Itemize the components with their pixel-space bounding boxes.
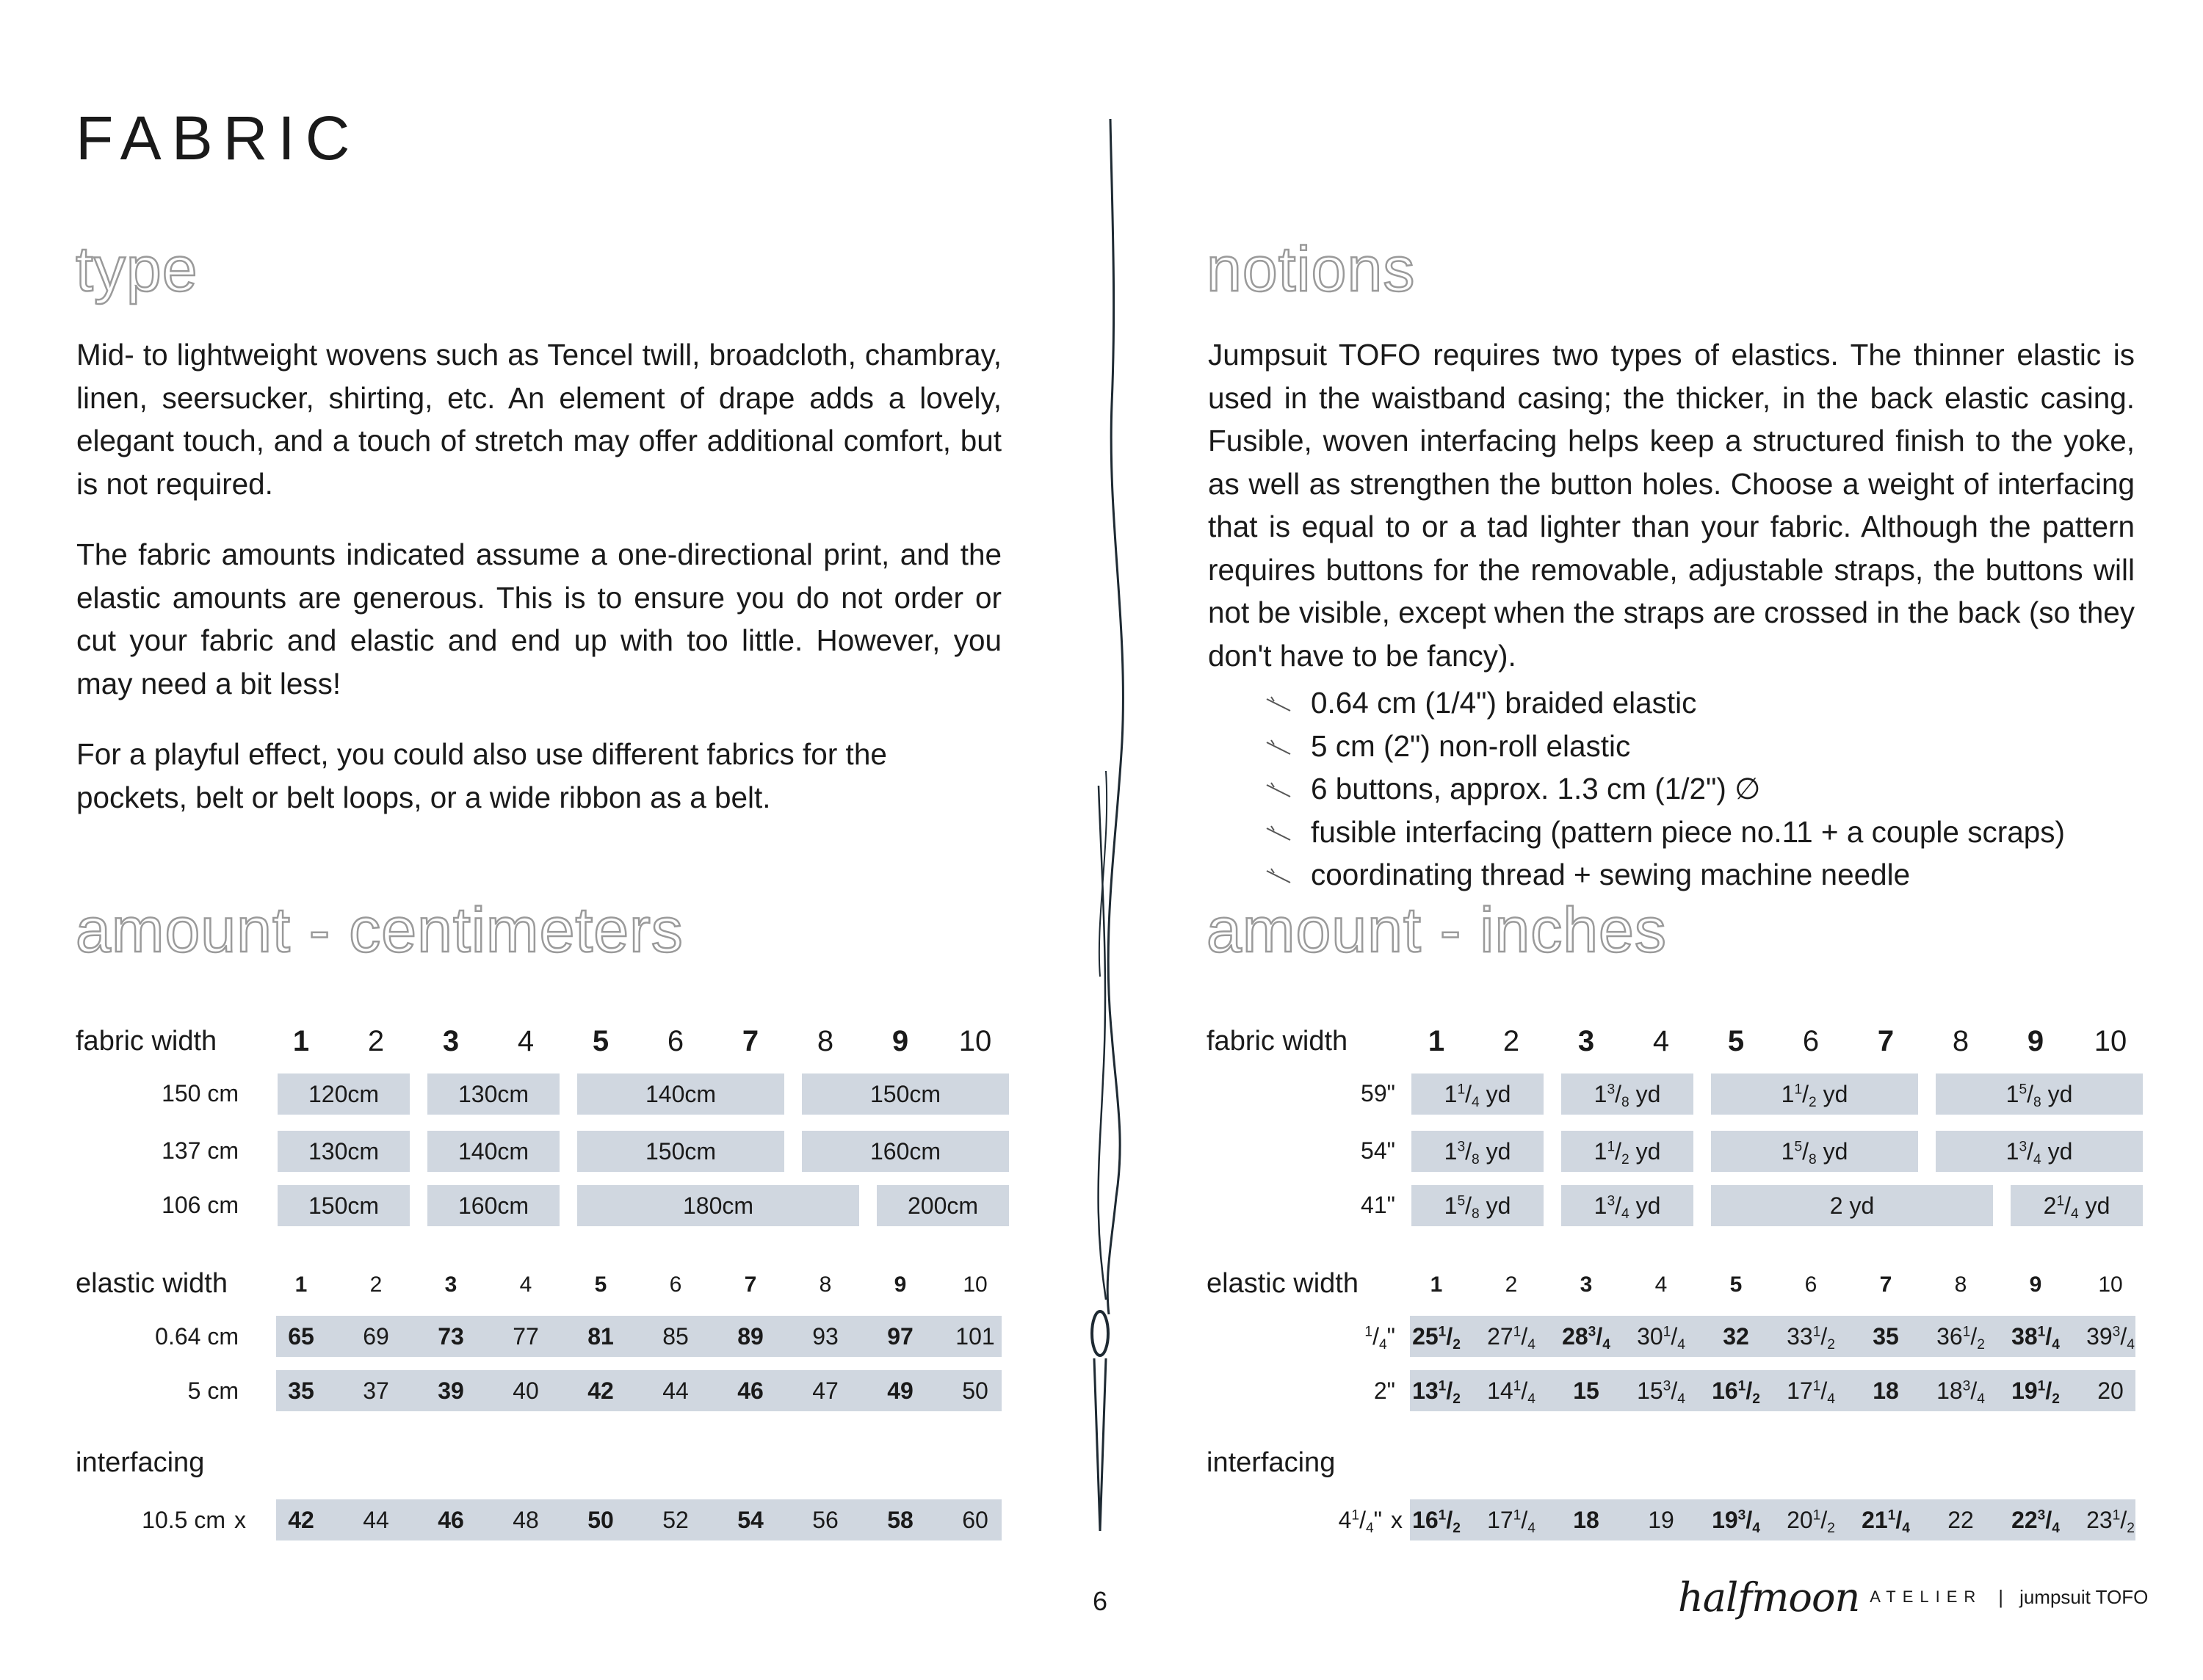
- size-header: 3: [1577, 1025, 1595, 1057]
- inch-amount-table: [1131, 0, 2203, 1615]
- footer-product: jumpsuit TOFO: [2019, 1585, 2149, 1608]
- elastic-row-label: 0.64 cm: [155, 1323, 239, 1350]
- fabric-amount-value: 150cm: [308, 1192, 380, 1219]
- interfacing-amount-value: 42: [288, 1507, 314, 1533]
- elastic-amount-value: $17^1/_4$: [1787, 1377, 1835, 1407]
- elastic-amount-value: 65: [288, 1323, 314, 1350]
- elastic-row-label: $^1/_4$": [1364, 1323, 1395, 1353]
- elastic-amount-value: 50: [962, 1377, 988, 1404]
- size-header: 2: [1502, 1025, 1520, 1057]
- fabric-width-label: fabric width: [76, 1026, 217, 1057]
- elastic-size-header: 9: [894, 1272, 907, 1297]
- fabric-amount-value: $1^5/_8$ yd: [1781, 1138, 1848, 1167]
- fabric-amount-value: $1^3/_8$ yd: [1444, 1138, 1511, 1167]
- elastic-size-header: 7: [1879, 1272, 1892, 1297]
- fabric-amount-value: $1^1/_2$ yd: [1781, 1081, 1848, 1110]
- needle-thread-illustration: [1057, 110, 1160, 1542]
- elastic-amount-value: $25^1/_2$: [1412, 1323, 1461, 1353]
- interfacing-label: interfacing: [76, 1447, 205, 1478]
- elastic-width-label: elastic width: [1207, 1268, 1359, 1299]
- elastic-amount-value: 69: [363, 1323, 389, 1350]
- type-paragraph-1: Mid- to lightweight wovens such as Tencel twill, broadcloth, chambray, linen, seersucker, shirting, etc. An element of drape adds a lovely, elegant touch, and a touch of stretch may offer additional comfort, but is not required.: [76, 338, 1002, 501]
- interfacing-amount-value: 44: [363, 1507, 389, 1533]
- interfacing-row-label: 10.5 cm: [142, 1507, 225, 1533]
- interfacing-amount-value: 54: [737, 1507, 764, 1533]
- footer-brand: [1678, 1571, 2148, 1623]
- size-header: 5: [1727, 1025, 1745, 1057]
- elastic-size-header: 5: [1729, 1272, 1743, 1297]
- cm-amount-table: [0, 0, 1102, 1615]
- interfacing-amount-value: $17^1/_4$: [1487, 1507, 1535, 1536]
- fabric-row-label: 59": [1361, 1080, 1395, 1107]
- page-title: FABRIC: [76, 104, 361, 173]
- size-header: 6: [1802, 1025, 1820, 1057]
- fabric-amount-value: 200cm: [907, 1192, 979, 1219]
- type-paragraph-2: The fabric amounts indicated assume a one-directional print, and the elastic amounts are generous. This is to ensure you do not order or cut your fabric and elastic and end up with too little. However, you may need a bit less!: [76, 537, 1002, 700]
- interfacing-multiplier: x: [1391, 1507, 1403, 1533]
- size-header: 9: [2027, 1025, 2044, 1057]
- elastic-size-header: 9: [2029, 1272, 2042, 1297]
- elastic-amount-value: 37: [363, 1377, 389, 1404]
- fabric-amount-value: $1^5/_8$ yd: [1444, 1192, 1511, 1222]
- brand-logo-caps: ATELIER: [1870, 1587, 1983, 1606]
- interfacing-amount-value: $23^1/_2$: [2086, 1507, 2135, 1536]
- interfacing-multiplier: x: [234, 1507, 246, 1533]
- elastic-amount-value: 89: [737, 1323, 764, 1350]
- cm-amount-heading: amount - centimeters: [76, 895, 684, 966]
- size-header: 8: [1952, 1025, 1969, 1057]
- interfacing-amount-value: 19: [1648, 1507, 1674, 1533]
- fabric-amount-value: 160cm: [869, 1138, 941, 1165]
- fabric-amount-value: $1^1/_2$ yd: [1594, 1138, 1661, 1167]
- in-amount-heading: amount - inches: [1207, 895, 1667, 966]
- fabric-amount-value: 120cm: [308, 1081, 380, 1107]
- elastic-amount-value: $16^1/_2$: [1712, 1377, 1760, 1407]
- elastic-row-label: 5 cm: [187, 1377, 239, 1404]
- interfacing-amount-value: 56: [812, 1507, 839, 1533]
- page-number: 6: [1093, 1586, 1108, 1616]
- notions-item: 0.64 cm (1/4") braided elastic: [1311, 681, 2155, 725]
- elastic-size-header: 8: [1954, 1272, 1967, 1297]
- fabric-amount-value: 130cm: [457, 1081, 529, 1107]
- fabric-amount-value: 130cm: [308, 1138, 380, 1165]
- elastic-amount-value: 39: [438, 1377, 464, 1404]
- size-header: 8: [817, 1025, 834, 1057]
- interfacing-label: interfacing: [1207, 1447, 1336, 1478]
- elastic-size-header: 8: [819, 1272, 832, 1297]
- elastic-amount-value: 101: [955, 1323, 995, 1350]
- elastic-size-header: 4: [519, 1272, 532, 1297]
- elastic-size-header: 6: [669, 1272, 682, 1297]
- elastic-row-label: 2": [1373, 1377, 1395, 1404]
- elastic-amount-value: 85: [662, 1323, 689, 1350]
- footer-separator: |: [1998, 1585, 2004, 1608]
- fabric-amount-value: $1^5/_8$ yd: [2005, 1081, 2073, 1110]
- size-header: 5: [592, 1025, 609, 1057]
- fabric-amount-value: $2^1/_4$ yd: [2043, 1192, 2110, 1222]
- interfacing-amount-value: 48: [513, 1507, 539, 1533]
- elastic-size-header: 6: [1804, 1272, 1817, 1297]
- elastic-amount-value: $36^1/_2$: [1936, 1323, 1985, 1353]
- fabric-amount-value: 140cm: [457, 1138, 529, 1165]
- elastic-amount-value: $14^1/_4$: [1487, 1377, 1535, 1407]
- interfacing-amount-value: $16^1/_2$: [1412, 1507, 1461, 1536]
- interfacing-amount-value: $20^1/_2$: [1787, 1507, 1835, 1536]
- elastic-amount-value: 49: [887, 1377, 914, 1404]
- interfacing-amount-value: 52: [662, 1507, 689, 1533]
- elastic-amount-value: 44: [662, 1377, 689, 1404]
- size-header: 10: [958, 1025, 992, 1057]
- elastic-size-header: 10: [2098, 1272, 2123, 1297]
- fabric-amount-value: 160cm: [457, 1192, 529, 1219]
- interfacing-amount-value: $22^3/_4$: [2011, 1507, 2060, 1536]
- fabric-row-label: 137 cm: [162, 1137, 239, 1164]
- elastic-amount-value: 20: [2097, 1377, 2124, 1404]
- interfacing-amount-value: 46: [438, 1507, 464, 1533]
- elastic-amount-value: 40: [513, 1377, 539, 1404]
- interfacing-amount-value: $21^1/_4$: [1862, 1507, 1910, 1536]
- notions-item: fusible interfacing (pattern piece no.11 + a couple scraps): [1311, 811, 2155, 854]
- elastic-amount-value: $39^3/_4$: [2086, 1323, 2135, 1353]
- interfacing-amount-value: 60: [962, 1507, 988, 1533]
- elastic-amount-value: 81: [587, 1323, 614, 1350]
- fabric-amount-value: $1^3/_4$ yd: [1594, 1192, 1661, 1222]
- fabric-amount-value: 140cm: [645, 1081, 717, 1107]
- interfacing-amount-value: 58: [887, 1507, 914, 1533]
- notions-heading: notions: [1207, 234, 1416, 305]
- fabric-row-label: 41": [1361, 1192, 1395, 1218]
- elastic-size-header: 1: [1430, 1272, 1443, 1297]
- elastic-amount-value: 42: [587, 1377, 614, 1404]
- elastic-size-header: 1: [294, 1272, 308, 1297]
- elastic-amount-value: 97: [887, 1323, 914, 1350]
- fabric-amount-value: 150cm: [645, 1138, 717, 1165]
- fabric-amount-value: $1^1/_4$ yd: [1444, 1081, 1511, 1110]
- elastic-size-header: 5: [594, 1272, 607, 1297]
- interfacing-amount-value: 50: [587, 1507, 614, 1533]
- interfacing-row-label: $4^1/_4$": [1338, 1507, 1382, 1536]
- elastic-amount-value: $15^3/_4$: [1637, 1377, 1685, 1407]
- notions-item: 6 buttons, approx. 1.3 cm (1/2") ∅: [1311, 767, 2155, 811]
- elastic-amount-value: 15: [1573, 1377, 1599, 1404]
- elastic-amount-value: 47: [812, 1377, 839, 1404]
- elastic-amount-value: 93: [812, 1323, 839, 1350]
- elastic-amount-value: 77: [513, 1323, 539, 1350]
- elastic-amount-value: $30^1/_4$: [1637, 1323, 1685, 1353]
- elastic-amount-value: 73: [438, 1323, 464, 1350]
- size-header: 10: [2094, 1025, 2127, 1057]
- notions-paragraph: Jumpsuit TOFO requires two types of elastics. The thinner elastic is used in the waistband casing; the thicker, in the back elastic casing. Fusible, woven interfacing helps keep a structured finish to the yoke, as well as strengthen the button holes. Choose a weight of interfacing that is equal to or a tad lighter than your fabric. Although the pattern requires buttons for the removable, adjustable straps, the buttons will not be visible, except when the straps are crossed in the back (so they don't have to be fancy).: [1208, 338, 2135, 673]
- fabric-width-label: fabric width: [1207, 1026, 1348, 1057]
- fabric-row-label: 54": [1361, 1137, 1395, 1164]
- elastic-size-header: 10: [963, 1272, 988, 1297]
- elastic-size-header: 2: [1505, 1272, 1518, 1297]
- elastic-amount-value: $19^1/_2$: [2011, 1377, 2060, 1407]
- size-header: 4: [517, 1025, 535, 1057]
- size-header: 1: [292, 1025, 310, 1057]
- type-paragraph-3: For a playful effect, you could also use different fabrics for the pockets, belt or belt loops, or a wide ribbon as a belt.: [76, 737, 887, 814]
- elastic-size-header: 7: [744, 1272, 757, 1297]
- elastic-amount-value: $28^3/_4$: [1562, 1323, 1610, 1353]
- elastic-amount-value: $13^1/_2$: [1412, 1377, 1461, 1407]
- size-header: 3: [442, 1025, 460, 1057]
- elastic-size-header: 2: [369, 1272, 383, 1297]
- size-header: 9: [891, 1025, 909, 1057]
- elastic-amount-value: $27^1/_4$: [1487, 1323, 1535, 1353]
- size-header: 7: [1877, 1025, 1895, 1057]
- elastic-size-header: 3: [444, 1272, 457, 1297]
- interfacing-amount-value: 22: [1947, 1507, 1974, 1533]
- fabric-row-label: 106 cm: [162, 1192, 239, 1218]
- size-header: 6: [667, 1025, 684, 1057]
- elastic-amount-value: 18: [1873, 1377, 1899, 1404]
- interfacing-amount-value: $19^3/_4$: [1712, 1507, 1760, 1536]
- notions-item: 5 cm (2") non-roll elastic: [1311, 725, 2155, 768]
- size-header: 4: [1652, 1025, 1670, 1057]
- elastic-amount-value: 46: [737, 1377, 764, 1404]
- elastic-amount-value: 35: [1873, 1323, 1899, 1350]
- fabric-row-label: 150 cm: [162, 1080, 239, 1107]
- notions-item: coordinating thread + sewing machine needle: [1311, 853, 2155, 897]
- size-header: 2: [367, 1025, 385, 1057]
- brand-logo-script: halfmoon: [1678, 1574, 1860, 1621]
- elastic-width-label: elastic width: [76, 1268, 228, 1299]
- fabric-amount-value: 150cm: [869, 1081, 941, 1107]
- interfacing-amount-value: 18: [1573, 1507, 1599, 1533]
- elastic-amount-value: 32: [1723, 1323, 1749, 1350]
- elastic-size-header: 3: [1580, 1272, 1593, 1297]
- elastic-amount-value: $38^1/_4$: [2011, 1323, 2060, 1353]
- fabric-amount-value: $1^3/_8$ yd: [1594, 1081, 1661, 1110]
- elastic-size-header: 4: [1654, 1272, 1668, 1297]
- elastic-amount-value: $18^3/_4$: [1936, 1377, 1985, 1407]
- fabric-amount-value: 180cm: [682, 1192, 754, 1219]
- elastic-amount-value: $33^1/_2$: [1787, 1323, 1835, 1353]
- elastic-amount-value: 35: [288, 1377, 314, 1404]
- size-header: 7: [742, 1025, 759, 1057]
- fabric-amount-value: $1^3/_4$ yd: [2005, 1138, 2073, 1167]
- size-header: 1: [1428, 1025, 1445, 1057]
- type-heading: type: [76, 234, 198, 305]
- fabric-amount-value: 2 yd: [1829, 1192, 1875, 1219]
